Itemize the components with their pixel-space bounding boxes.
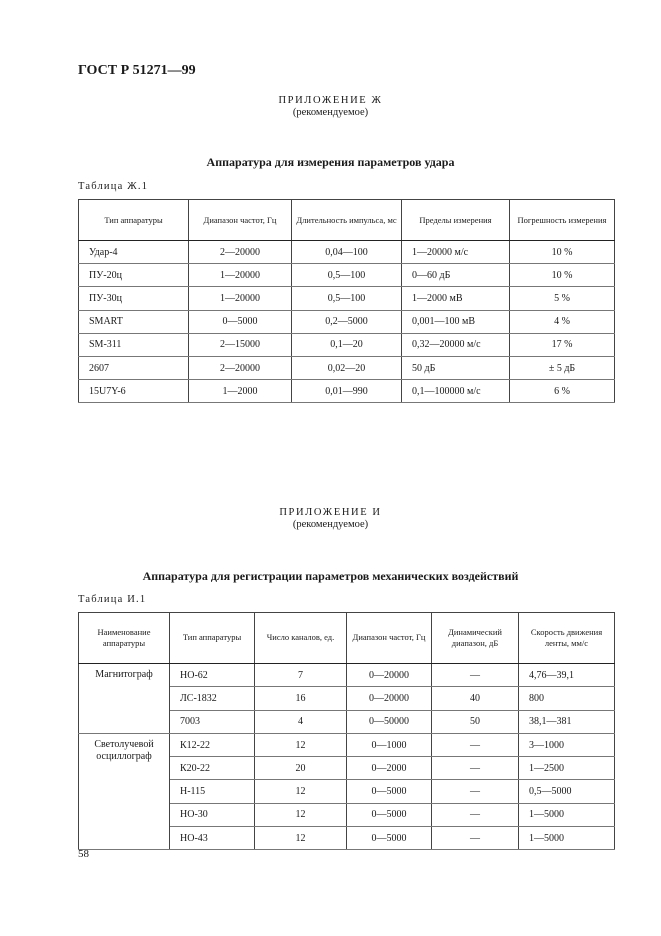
table-cell: Удар-4 xyxy=(79,241,189,264)
table-cell: 0,04—100 xyxy=(292,241,402,264)
table-cell: — xyxy=(432,664,519,687)
table-cell: 0,5—5000 xyxy=(519,780,615,803)
table-cell: ПУ-30ц xyxy=(79,287,189,310)
table-row xyxy=(79,733,615,756)
table-i1-caption: Таблица И.1 xyxy=(78,594,147,605)
table-cell: 0—5000 xyxy=(347,803,432,826)
table-cell: 0—2000 xyxy=(347,757,432,780)
table-cell: К20-22 xyxy=(170,757,255,780)
table-header-cell: Тип аппаратуры xyxy=(79,200,189,241)
table-header-cell: Скорость движения ленты, мм/с xyxy=(519,613,615,664)
table-cell: ± 5 дБ xyxy=(510,356,615,379)
table-cell: 38,1—381 xyxy=(519,710,615,733)
table-header-cell: Диапазон частот, Гц xyxy=(347,613,432,664)
table-header-cell: Погрешность измерения xyxy=(510,200,615,241)
standard-header: ГОСТ Р 51271—99 xyxy=(78,63,196,78)
table-cell: 17 % xyxy=(510,333,615,356)
table-header-cell: Длительность импульса, мс xyxy=(292,200,402,241)
table-row xyxy=(79,241,615,264)
table-header-cell: Число каналов, ед. xyxy=(255,613,347,664)
table-cell: 4,76—39,1 xyxy=(519,664,615,687)
table-cell: 12 xyxy=(255,803,347,826)
table-row xyxy=(79,333,615,356)
table-cell: ЛС-1832 xyxy=(170,687,255,710)
table-cell: 2607 xyxy=(79,356,189,379)
table-row xyxy=(79,356,615,379)
table-zh1-header-row xyxy=(79,200,615,241)
table-zh1-caption: Таблица Ж.1 xyxy=(78,181,149,192)
table-cell: 0—50000 xyxy=(347,710,432,733)
table-cell: 2—15000 xyxy=(189,333,292,356)
table-cell: 12 xyxy=(255,780,347,803)
table-cell: 12 xyxy=(255,827,347,850)
page-number: 58 xyxy=(78,848,89,860)
table-cell: 0—20000 xyxy=(347,664,432,687)
table-i1 xyxy=(78,612,615,850)
table-cell: 1—20000 xyxy=(189,264,292,287)
appendix-zh-subtitle: (рекомендуемое) xyxy=(292,107,369,118)
table-cell: 12 xyxy=(255,733,347,756)
table-cell: — xyxy=(432,827,519,850)
table-cell: 1—5000 xyxy=(519,803,615,826)
table-cell: 4 % xyxy=(510,310,615,333)
table-cell: 0,02—20 xyxy=(292,356,402,379)
table-cell: 16 xyxy=(255,687,347,710)
table-cell: ПУ-20ц xyxy=(79,264,189,287)
table-row xyxy=(79,380,615,403)
appendix-i-section-title: Аппаратура для регистрации параметров механических воздействий xyxy=(142,569,519,583)
table-cell: 0,5—100 xyxy=(292,287,402,310)
table-cell: 0—60 дБ xyxy=(402,264,510,287)
table-cell: 4 xyxy=(255,710,347,733)
table-header-cell: Диапазон частот, Гц xyxy=(189,200,292,241)
table-cell: 15U7Y-6 xyxy=(79,380,189,403)
table-cell: — xyxy=(432,780,519,803)
table-cell: 50 xyxy=(432,710,519,733)
table-cell: 0,1—100000 м/с xyxy=(402,380,510,403)
table-cell: 0,001—100 мВ xyxy=(402,310,510,333)
group-name-cell: Светолучевой осциллограф xyxy=(79,733,170,849)
table-cell: SMART xyxy=(79,310,189,333)
table-cell: — xyxy=(432,803,519,826)
table-cell: 50 дБ xyxy=(402,356,510,379)
table-cell: 0—1000 xyxy=(347,733,432,756)
table-cell: 1—20000 xyxy=(189,287,292,310)
table-cell: 5 % xyxy=(510,287,615,310)
table-header-cell: Тип аппаратуры xyxy=(170,613,255,664)
table-cell: 2—20000 xyxy=(189,241,292,264)
table-row xyxy=(79,310,615,333)
table-cell: 0—20000 xyxy=(347,687,432,710)
table-header-cell: Динамический диапазон, дБ xyxy=(432,613,519,664)
table-cell: 2—20000 xyxy=(189,356,292,379)
table-cell: 10 % xyxy=(510,241,615,264)
appendix-zh-title: ПРИЛОЖЕНИЕ Ж xyxy=(278,95,383,106)
table-cell: 800 xyxy=(519,687,615,710)
table-cell: НО-62 xyxy=(170,664,255,687)
table-cell: 0,2—5000 xyxy=(292,310,402,333)
table-cell: НО-43 xyxy=(170,827,255,850)
table-cell: 0,1—20 xyxy=(292,333,402,356)
group-name-cell: Магнитограф xyxy=(79,664,170,734)
table-cell: 7003 xyxy=(170,710,255,733)
table-cell: 0—5000 xyxy=(347,780,432,803)
table-row xyxy=(79,264,615,287)
table-cell: 6 % xyxy=(510,380,615,403)
appendix-i-title: ПРИЛОЖЕНИЕ И xyxy=(279,507,382,518)
table-row xyxy=(79,287,615,310)
table-cell: 1—2000 xyxy=(189,380,292,403)
table-cell: 0,01—990 xyxy=(292,380,402,403)
table-i1-header-row xyxy=(79,613,615,664)
table-cell: 7 xyxy=(255,664,347,687)
table-cell: 20 xyxy=(255,757,347,780)
table-cell: 0—5000 xyxy=(189,310,292,333)
table-cell: НО-30 xyxy=(170,803,255,826)
table-cell: 0,5—100 xyxy=(292,264,402,287)
table-zh1 xyxy=(78,199,615,403)
table-cell: 0,32—20000 м/с xyxy=(402,333,510,356)
table-header-cell: Наименование аппаратуры xyxy=(79,613,170,664)
table-cell: SM-311 xyxy=(79,333,189,356)
table-cell: — xyxy=(432,733,519,756)
table-cell: К12-22 xyxy=(170,733,255,756)
table-cell: 40 xyxy=(432,687,519,710)
table-cell: 1—5000 xyxy=(519,827,615,850)
table-cell: — xyxy=(432,757,519,780)
table-cell: 1—2000 мВ xyxy=(402,287,510,310)
table-row xyxy=(79,664,615,687)
table-cell: 0—5000 xyxy=(347,827,432,850)
table-header-cell: Пределы измерения xyxy=(402,200,510,241)
table-cell: 10 % xyxy=(510,264,615,287)
table-cell: 1—2500 xyxy=(519,757,615,780)
appendix-i-subtitle: (рекомендуемое) xyxy=(292,519,369,530)
table-cell: Н-115 xyxy=(170,780,255,803)
table-cell: 3—1000 xyxy=(519,733,615,756)
table-cell: 1—20000 м/с xyxy=(402,241,510,264)
appendix-zh-section-title: Аппаратура для измерения параметров удара xyxy=(206,155,455,169)
